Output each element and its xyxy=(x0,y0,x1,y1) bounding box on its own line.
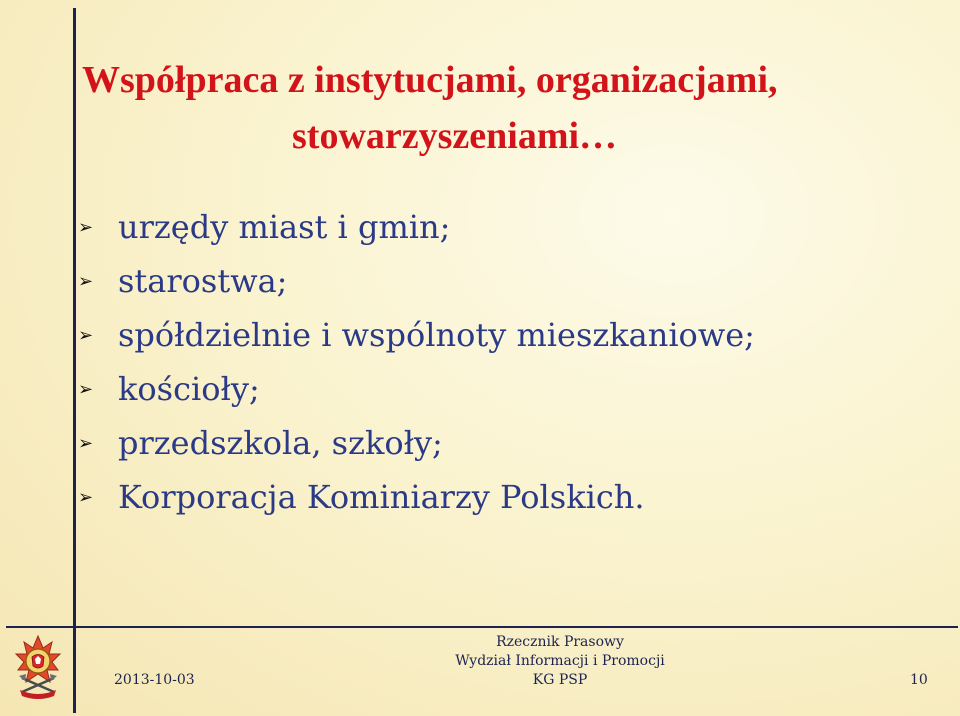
arrowhead-bullet-icon: ➢ xyxy=(78,324,94,346)
vertical-rule xyxy=(73,8,76,713)
title-line-2: stowarzyszeniami… xyxy=(292,115,618,157)
footer-rule xyxy=(6,626,958,628)
list-item xyxy=(78,308,755,362)
arrowhead-bullet-icon: ➢ xyxy=(78,432,94,454)
arrowhead-bullet-icon: ➢ xyxy=(78,216,94,238)
page-number: 10 xyxy=(910,672,928,688)
bullet-text: spółdzielnie i wspólnoty mieszkaniowe; xyxy=(118,316,755,354)
arrowhead-bullet-icon: ➢ xyxy=(78,378,94,400)
bullet-text: przedszkola, szkoły; xyxy=(118,424,443,462)
slide-title xyxy=(82,52,942,164)
bullet-text: Korporacja Kominiarzy Polskich. xyxy=(118,478,645,516)
bullet-text: kościoły; xyxy=(118,370,260,408)
bullet-text: urzędy miast i gmin; xyxy=(118,208,451,246)
arrowhead-bullet-icon: ➢ xyxy=(78,270,94,292)
list-item xyxy=(78,470,755,524)
list-item xyxy=(78,254,755,308)
list-item xyxy=(78,416,755,470)
footer-center-line-3: KG PSP xyxy=(532,672,588,688)
footer-center-line-2: Wydział Informacji i Promocji xyxy=(455,653,665,669)
bullet-list xyxy=(78,200,755,524)
psp-emblem-icon xyxy=(14,634,62,700)
arrowhead-bullet-icon: ➢ xyxy=(78,486,94,508)
list-item xyxy=(78,200,755,254)
title-line-1: Współpraca z instytucjami, organizacjami, xyxy=(82,59,778,101)
footer-date: 2013-10-03 xyxy=(114,672,195,688)
list-item xyxy=(78,362,755,416)
footer-center-line-1: Rzecznik Prasowy xyxy=(496,634,624,650)
footer-center xyxy=(400,633,720,690)
bullet-text: starostwa; xyxy=(118,262,288,300)
